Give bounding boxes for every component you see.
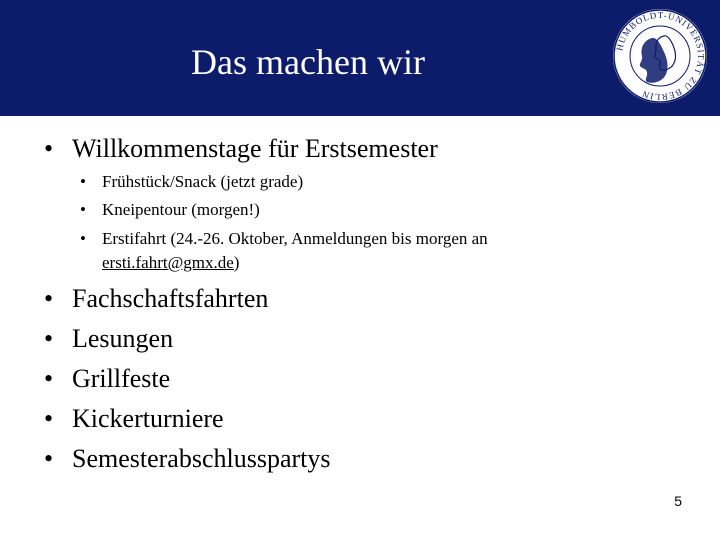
sub-bullet-marker: • xyxy=(80,229,86,248)
svg-text:HUMBOLDT-UNIVERSITÄT ZU BERLIN: HUMBOLDT-UNIVERSITÄT ZU BERLIN xyxy=(614,9,707,103)
sub-bullet-continuation xyxy=(102,252,239,274)
bullet-text: Semesterabschlusspartys xyxy=(72,444,331,473)
closing-paren: ) xyxy=(233,253,240,272)
bullet-text: Kickerturniere xyxy=(72,404,224,433)
bullet-marker: • xyxy=(44,324,54,353)
bullet-text: Willkommenstage für Erstsemester xyxy=(72,134,438,163)
title-banner xyxy=(0,0,720,116)
bullet-text: Lesungen xyxy=(72,324,174,353)
sub-bullet-text: Frühstück/Snack (jetzt grade) xyxy=(102,172,304,191)
bullet-marker: • xyxy=(44,134,54,163)
email-link[interactable]: ersti.fahrt@gmx.de xyxy=(102,253,234,272)
bullet-text: Grillfeste xyxy=(72,364,171,393)
bullet-marker: • xyxy=(44,364,54,393)
university-seal-logo xyxy=(612,8,708,104)
bullet-marker: • xyxy=(44,404,54,433)
page-number: 5 xyxy=(674,493,682,509)
sub-bullet-marker: • xyxy=(80,172,86,191)
slide-title: Das machen wir xyxy=(191,42,425,82)
sub-bullet-text: Erstifahrt (24.-26. Oktober, Anmeldungen bis morgen an xyxy=(102,229,488,248)
bullet-marker: • xyxy=(44,444,54,473)
sub-bullet-text: Kneipentour (morgen!) xyxy=(102,200,260,219)
bullet-text: Fachschaftsfahrten xyxy=(72,284,269,313)
bullet-marker: • xyxy=(44,284,54,313)
sub-bullet-marker: • xyxy=(80,200,86,219)
